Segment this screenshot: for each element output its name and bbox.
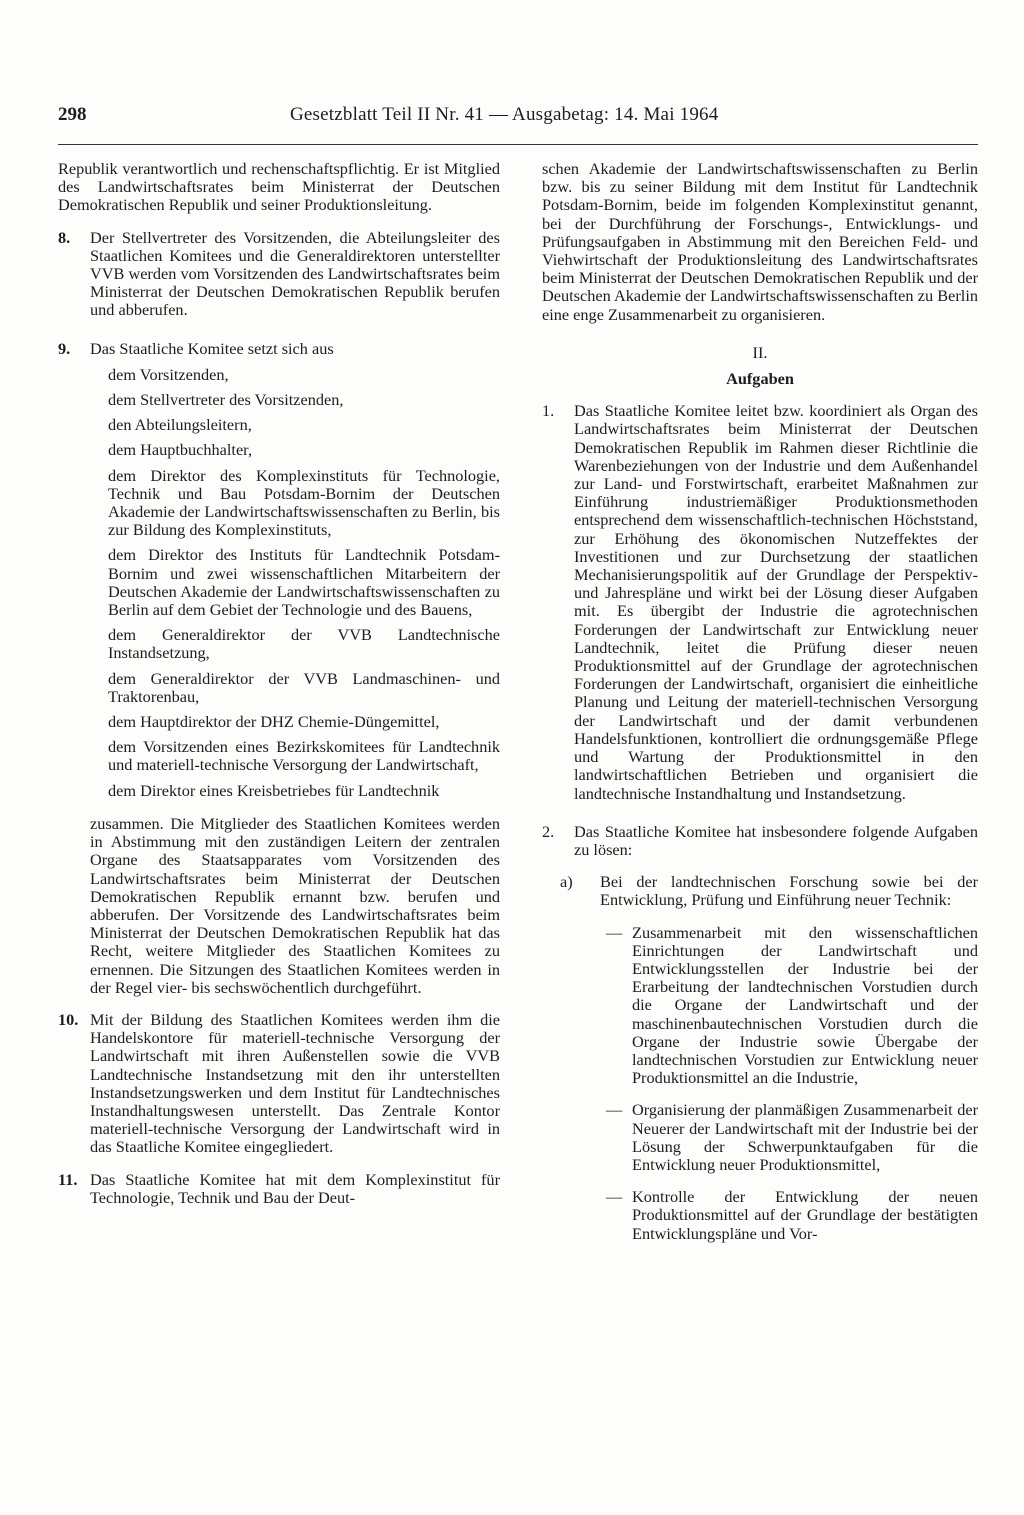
sub-text: Bei der landtechnischen Forschung sowie bei der Entwicklung, Prüfung und Einführung neuer Technik: <box>600 872 978 910</box>
clause-text: Mit der Bildung des Staatlichen Komitees werden ihm die Handelskontore für materiell-technische Versorgung der Landwirtschaft mit ihren Außenstellen sowie die VVB Landtechnische Instandsetzung mit den ihr unterstellten Instandsetzungswerken und dem Institut für Landtechnisches Instandhaltungswesen unterstellt. Das Zentrale Kontor materiell-technische Versorgung der Landwirtschaft wird in das Staatliche Komitee eingegliedert. <box>90 1009 500 1157</box>
list-item: dem Vorsitzenden eines Bezirkskomitees für Landtechnik und materiell-technische Versorgung der Landwirtschaft, <box>108 737 500 775</box>
running-head: Gesetzblatt Teil II Nr. 41 — Ausgabetag: 14. Mai 1964 <box>290 104 719 125</box>
list-item: dem Direktor eines Kreisbetriebes für Landtechnik <box>108 780 440 800</box>
task-number: 2. <box>542 821 555 841</box>
clause-9-closing <box>58 815 500 997</box>
list-item: dem Direktor des Komplexinstituts für Technologie, Technik und Bau Potsdam-Bornim der Deutschen Akademie der Landwirtschaftswissenschaften zu Berlin, bis zur Bildung des Komplexinstituts, <box>108 465 500 540</box>
list-item: dem Generaldirektor der VVB Landtechnische Instandsetzung, <box>108 625 500 663</box>
list-item: dem Hauptdirektor der DHZ Chemie-Düngemittel, <box>108 712 440 732</box>
sub-label: a) <box>560 872 573 892</box>
dash-marker: — <box>606 1100 623 1120</box>
dash-text: Organisierung der planmäßigen Zusammenarbeit der Neuerer der Landwirtschaft mit der Industrie bei der Lösung der Schwerpunktaufgaben für die Entwicklung neuer Produktionsmittel, <box>632 1100 978 1174</box>
dash-item <box>542 1101 978 1174</box>
clause-9 <box>58 340 500 358</box>
dash-marker: — <box>606 1187 623 1207</box>
left-column <box>58 160 500 1207</box>
list-item: dem Stellvertreter des Vorsitzenden, <box>108 390 344 410</box>
clause-text: Der Stellvertreter des Vorsitzenden, die Abteilungsleiter des Staatlichen Komitees und die Generaldirektoren unterstellter VVB werden vom Vorsitzenden des Landwirtschaftsrates beim Ministerrat der Deutschen Demokratischen Republik berufen und abberufen. <box>90 227 500 320</box>
task-number: 1. <box>542 401 555 421</box>
page-header <box>58 104 978 132</box>
task-2-sub-a <box>542 873 978 909</box>
clause-8 <box>58 229 500 320</box>
dash-text: Kontrolle der Entwicklung der neuen Produktionsmittel auf der Grundlage der bestätigten Entwicklungspläne und Vor- <box>632 1187 978 1243</box>
list-item: den Abteilungsleitern, <box>108 415 252 435</box>
dash-item <box>542 924 978 1088</box>
task-text: Das Staatliche Komitee leitet bzw. koordiniert als Organ des Landwirtschaftsrates beim Ministerrat der Deutschen Demokratischen Republik im Rahmen dieser Richtlinie die Warenbeziehungen von der Industrie und dem Außenhandel zur Land- und Forstwirtschaft, erarbeitet Maßnahmen zur Einführung industriemäßiger Produktionsmethoden entsprechend dem wissenschaftlich-technischen Höchststand, zur Erhöhung des ökonomischen Nutzeffektes der Investitionen und zur Durchsetzung der staatlichen Mechanisierungspolitik auf der Grundlage der Perspektiv- und Jahrespläne und wirkt bei der Lösung dieser Aufgaben mit. Es übergibt der Industrie die agrotechnischen Forderungen der Landwirtschaft zur Entwicklung neuer Landtechnik, leitet die Prüfung dieser neuen Produktionsmittel auf der Grundlage der agrotechnischen Forderungen der Landwirtschaft, organisiert die einheitliche Planung und Leitung der materiell-technischen Versorgung der Landwirtschaft und der damit verbundenen Handelsfunktionen, kontrolliert die ordnungsgemäße Pflege und Wartung der Produktionsmittel in den landwirtschaftlichen Betrieben und organisiert die landtechnische Instandhaltung und Instandsetzung. <box>574 401 978 803</box>
section-number: II. <box>752 342 768 362</box>
clause-number: 8. <box>58 227 71 247</box>
dash-marker: — <box>606 922 623 942</box>
clause-text: Das Staatliche Komitee setzt sich aus <box>90 338 334 358</box>
intro-paragraph: Republik verantwortlich und rechenschaftspflichtig. Er ist Mitglied des Landwirtschaftsrates beim Ministerrat der Deutschen Demokratischen Republik und seiner Produktionsleitung. <box>58 159 500 215</box>
clause-text: Das Staatliche Komitee hat mit dem Komplexinstitut für Technologie, Technik und Bau der Deut- <box>90 1169 500 1207</box>
page-number: 298 <box>58 104 87 125</box>
clause-number: 9. <box>58 338 71 358</box>
list-item: dem Generaldirektor der VVB Landmaschinen- und Traktorenbau, <box>108 668 500 706</box>
task-2 <box>542 823 978 859</box>
clause-number: 10. <box>58 1009 79 1029</box>
task-1 <box>542 402 978 802</box>
header-rule <box>58 144 978 145</box>
right-column <box>542 160 978 1243</box>
clause-number: 11. <box>58 1169 78 1189</box>
continuation-paragraph: schen Akademie der Landwirtschaftswissenschaften zu Berlin bzw. bis zu seiner Bildung mit dem Institut für Landtechnik Potsdam-Bornim, beide im folgenden Komplexinstitut genannt, bei der Durchführung der Forschungs-, Entwicklungs- und Prüfungsaufgaben in Abstimmung mit den Bereichen Feld- und Viehwirtschaft der Produktionsleitung des Landwirtschaftsrates beim Ministerrat der Deutschen Demokratischen Republik und der Deutschen Akademie der Landwirtschaftswissenschaften zu Berlin eine enge Zusammenarbeit zu organisieren. <box>542 159 978 324</box>
clause-text: zusammen. Die Mitglieder des Staatlichen Komitees werden in Abstimmung mit den zuständigen Leitern der zentralen Organe des Staatsapparates vom Vorsitzenden des Landwirtschaftsrates beim Ministerrat der Deutschen Demokratischen Republik ernannt bzw. berufen und abberufen. Der Vorsitzende des Landwirtschaftsrates beim Ministerrat der Deutschen Demokratischen Republik hat das Recht, weitere Mitglieder des Staatlichen Komitees zu ernennen. Die Sitzungen des Staatlichen Komitees werden in der Regel vier- bis sechswöchentlich durchgeführt. <box>90 813 500 997</box>
list-item: dem Direktor des Instituts für Landtechnik Potsdam-Bornim und zwei wissenschaftlichen Mitarbeitern der Deutschen Akademie der Landwirtschaftswissenschaften zu Berlin auf dem Gebiet der Technologie und des Bauens, <box>108 545 500 620</box>
clause-11 <box>58 1171 500 1207</box>
task-text: Das Staatliche Komitee hat insbesondere folgende Aufgaben zu lösen: <box>574 821 978 859</box>
list-item: dem Vorsitzenden, <box>108 364 229 384</box>
dash-item <box>542 1188 978 1243</box>
section-title: Aufgaben <box>726 369 794 389</box>
clause-10 <box>58 1011 500 1157</box>
dash-text: Zusammenarbeit mit den wissenschaftlichen Einrichtungen der Landwirtschaft und Entwicklungsstellen der Industrie bei der Erarbeitung der landtechnischen Vorstudien durch die Organe der Landwirtschaft und der maschinenbautechnischen Vorstudien durch die Organe der Industrie sowie Übergabe der landtechnischen Vorstudien zur Entwicklung neuer Produktionsmittel an die Industrie, <box>632 922 978 1088</box>
list-item: dem Hauptbuchhalter, <box>108 440 253 460</box>
member-list <box>58 366 500 800</box>
